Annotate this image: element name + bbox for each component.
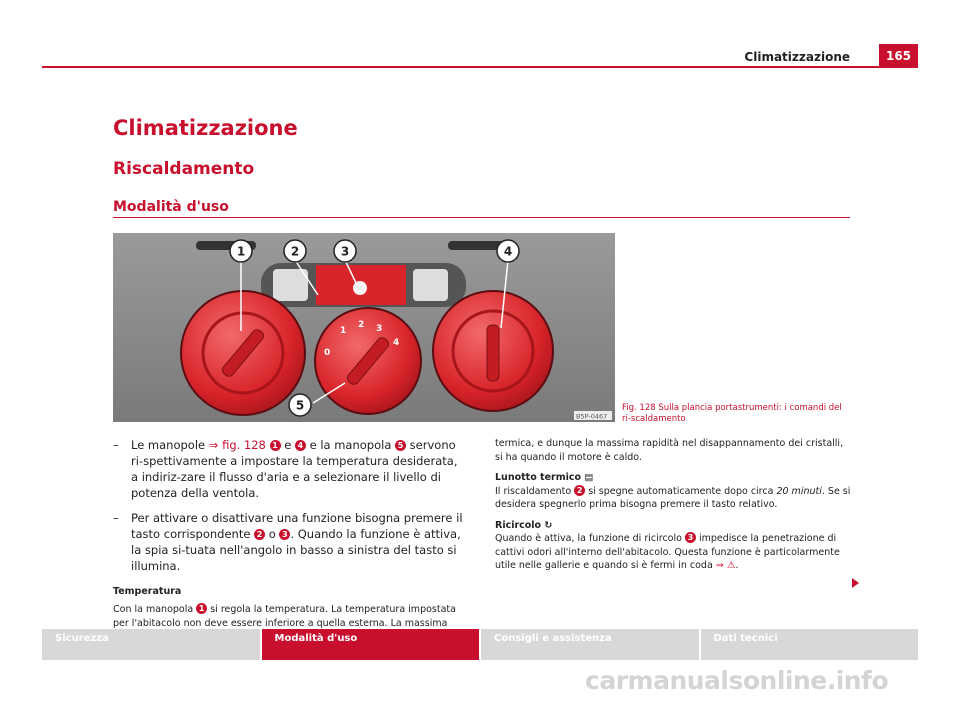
footer-tab-dati-tecnici[interactable]: Dati tecnici	[701, 629, 919, 660]
callout-3	[334, 240, 356, 262]
callout-5	[289, 394, 311, 416]
svg-text:2: 2	[290, 244, 300, 259]
warning-link-arrow[interactable]: ⇒	[715, 560, 724, 571]
bullet-1: – Le manopole ⇒ fig. 128 1 e 4 e la manopola 5 servono ri-spettivamente a impostare la temperatura desiderata, a indiriz-zare il flusso d'aria e a selezionare il livello di potenza della ventola.	[113, 438, 458, 500]
ref-badge-4: 4	[295, 440, 306, 451]
ricircolo-heading: Ricircolo ↻	[495, 519, 553, 531]
running-header-title: Climatizzazione	[744, 50, 850, 64]
dial-label-1: 1	[340, 326, 347, 336]
svg-text:4: 4	[503, 244, 513, 259]
rear-defrost-icon: ▤	[584, 472, 594, 483]
right-column	[495, 437, 853, 580]
svg-text:1: 1	[236, 244, 246, 259]
subsection-title: Modalità d'uso	[113, 199, 229, 215]
seat-heat-right-button	[413, 269, 448, 301]
lunotto-text: Il riscaldamento 2 si spegne automaticamente dopo circa 20 minuti. Se si desidera spegnerlo prima bisogna premere il tasto relativo.	[495, 485, 851, 510]
ref-badge-5: 5	[395, 440, 406, 451]
dial-label-0: 0	[324, 348, 331, 358]
lunotto-heading: Lunotto termico ▤	[495, 472, 594, 483]
next-page-arrow-icon	[852, 578, 859, 588]
page-number: 165	[879, 44, 918, 66]
subsection-rule	[113, 217, 850, 218]
ref-badge-1: 1	[270, 440, 281, 451]
left-column	[113, 437, 463, 644]
ref-badge-1b: 1	[196, 603, 207, 614]
footer-tab-sicurezza[interactable]: Sicurezza	[42, 629, 260, 660]
svg-text:3: 3	[340, 244, 350, 259]
warning-icon[interactable]: ⚠	[726, 560, 736, 571]
header-rule	[42, 66, 918, 68]
ref-badge-2: 2	[254, 529, 265, 540]
callout-2	[284, 240, 306, 262]
bullet-2: – Per attivare o disattivare una funzione bisogna premere il tasto corrispondente 2 o 3 . Quando la funzione è attiva, la spia si-tuata nell'angolo in basso a sinistra del tasto si illumina.	[113, 511, 463, 573]
figure-link[interactable]: ⇒ fig. 128	[208, 438, 266, 452]
ref-badge-3: 3	[279, 529, 290, 540]
chapter-title: Climatizzazione	[113, 116, 298, 140]
footer-tab-consigli-assistenza[interactable]: Consigli e assistenza	[481, 629, 699, 660]
figure-code: B5P-0467	[576, 412, 608, 421]
figure-caption: Fig. 128 Sulla plancia portastrumenti: i comandi del ri-scaldamento	[622, 403, 842, 424]
seat-heat-left-button	[273, 269, 308, 301]
footer-navigation	[42, 629, 918, 660]
svg-text:5: 5	[295, 398, 305, 413]
watermark: carmanualsonline.info	[585, 666, 889, 695]
dial-label-3: 3	[376, 324, 383, 334]
footer-tab-modalita-uso[interactable]: Modalità d'uso	[262, 629, 480, 660]
ref-badge-3b: 3	[685, 532, 696, 543]
callout-4	[497, 240, 519, 262]
center-button	[353, 281, 367, 295]
ref-badge-2b: 2	[574, 485, 585, 496]
callout-1	[230, 240, 252, 262]
dial-label-4: 4	[393, 338, 400, 348]
dial-label-2: 2	[358, 320, 365, 330]
ricircolo-text: Quando è attiva, la funzione di ricircolo 3 impedisce la penetrazione di cattivi odori all'interno dell'abitacolo. Questa funzione è particolarmente utile nelle gallerie e quando si è fermi in coda ⇒ ⚠.	[495, 533, 840, 571]
temperatura-heading: Temperatura	[113, 586, 182, 597]
section-title: Riscaldamento	[113, 159, 255, 179]
heating-controls-figure	[113, 233, 615, 422]
continuation-text: termica, e dunque la massima rapidità nel disappannamento dei cristalli, si ha quando il motore è caldo.	[495, 438, 844, 463]
recirculation-icon: ↻	[544, 519, 553, 531]
temperatura-text: Con la manopola 1 si regola la temperatura. La temperatura impostata per l'abitacolo non deve essere inferiore a quella esterna. La massima	[113, 604, 456, 629]
